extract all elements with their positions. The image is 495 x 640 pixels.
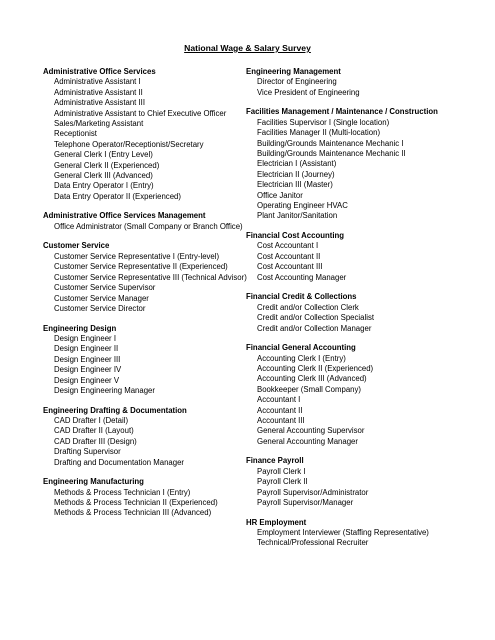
job-title-item: General Accounting Manager [257, 436, 358, 446]
job-title-item: Electrician III (Master) [257, 180, 333, 190]
job-title-item: Director of Engineering [257, 77, 337, 87]
section-financial-cost-accounting [246, 231, 456, 283]
section-administrative-office-services-management [43, 211, 248, 232]
job-title-item: Design Engineer III [54, 354, 121, 364]
job-title-item: Bookkeeper (Small Company) [257, 384, 362, 394]
job-title-item: Office Janitor [257, 190, 303, 200]
job-title-item: Design Engineer IV [54, 365, 122, 375]
section-facilities-management-maintenance-construction [246, 107, 456, 221]
section-heading: Financial General Accounting [246, 343, 356, 353]
job-title-item: Accountant III [257, 415, 305, 425]
job-title-item: Accountant I [257, 395, 301, 405]
job-title-item: CAD Drafter I (Detail) [54, 415, 129, 425]
job-title-item: Electrician I (Assistant) [257, 159, 337, 169]
job-title-item: Methods & Process Technician III (Advanced) [54, 508, 212, 518]
section-financial-credit-and-collections [246, 292, 456, 334]
right-column [246, 67, 456, 558]
section-engineering-drafting-and-documentation [43, 406, 248, 468]
job-title-item: Data Entry Operator I (Entry) [54, 181, 154, 191]
job-title-item: Administrative Assistant II [54, 87, 143, 97]
job-title-item: Data Entry Operator II (Experienced) [54, 191, 181, 201]
job-title-item: Facilities Manager II (Multi-location) [257, 128, 381, 138]
job-title-item: CAD Drafter III (Design) [54, 436, 137, 446]
section-heading: Engineering Drafting & Documentation [43, 405, 187, 415]
job-title-item: Office Administrator (Small Company or Branch Office) [54, 221, 243, 231]
document-title: National Wage & Salary Survey [184, 43, 311, 53]
job-title-item: Methods & Process Technician II (Experienced) [54, 497, 218, 507]
section-heading: Administrative Office Services [43, 67, 156, 76]
job-title-item: Drafting and Documentation Manager [54, 457, 185, 467]
section-heading: Finance Payroll [246, 456, 304, 466]
job-title-item: Drafting Supervisor [54, 447, 121, 457]
job-title-item: Cost Accountant III [257, 262, 323, 272]
job-title-item: Payroll Supervisor/Administrator [257, 487, 369, 497]
job-title-item: General Accounting Supervisor [257, 426, 365, 436]
job-title-item: CAD Drafter II (Layout) [54, 426, 134, 436]
left-column [43, 67, 248, 528]
section-engineering-design [43, 324, 248, 397]
job-title-item: General Clerk I (Entry Level) [54, 150, 153, 160]
job-title-item: Electrician II (Journey) [257, 169, 335, 179]
section-heading: Engineering Design [43, 323, 117, 333]
job-title-item: Payroll Supervisor/Manager [257, 497, 354, 507]
job-title-item: Design Engineer I [54, 333, 116, 343]
job-title-item: Administrative Assistant to Chief Executive Officer [54, 108, 227, 118]
job-title-item: Credit and/or Collection Specialist [257, 313, 375, 323]
job-title-item: Plant Janitor/Sanitation [257, 211, 338, 221]
job-title-item: Accountant II [257, 405, 303, 415]
job-title-item: Customer Service Representative III (Technical Advisor) [54, 272, 247, 282]
section-heading: HR Employment [246, 517, 307, 527]
section-engineering-manufacturing [43, 477, 248, 519]
section-heading: Financial Credit & Collections [246, 292, 357, 302]
job-title-item: Accounting Clerk I (Entry) [257, 353, 346, 363]
job-title-item: Administrative Assistant III [54, 98, 145, 108]
job-title-item: Cost Accountant II [257, 251, 321, 261]
job-title-item: Accounting Clerk III (Advanced) [257, 374, 367, 384]
job-title-item: Technical/Professional Recruiter [257, 538, 369, 548]
job-title-item: General Clerk III (Advanced) [54, 171, 153, 181]
section-heading: Financial Cost Accounting [246, 231, 345, 241]
job-title-item: Vice President of Engineering [257, 87, 360, 97]
job-title-item: Building/Grounds Maintenance Mechanic II [257, 149, 406, 159]
job-title-item: Employment Interviewer (Staffing Representative) [257, 527, 429, 537]
job-title-item: Credit and/or Collection Clerk [257, 302, 359, 312]
job-title-item: Telephone Operator/Receptionist/Secretary [54, 139, 204, 149]
job-title-item: Payroll Clerk II [257, 477, 308, 487]
job-title-item: Design Engineering Manager [54, 385, 155, 395]
job-title-item: Methods & Process Technician I (Entry) [54, 487, 191, 497]
job-title-item: Receptionist [54, 129, 97, 139]
section-heading: Administrative Office Services Management [43, 211, 206, 221]
job-title-item: Facilities Supervisor I (Single location) [257, 117, 390, 127]
job-title-item: Customer Service Director [54, 303, 146, 313]
job-title-item: Accounting Clerk II (Experienced) [257, 363, 374, 373]
section-heading: Facilities Management / Maintenance / Construction [246, 107, 438, 117]
section-engineering-management [246, 67, 456, 98]
job-title-item: Operating Engineer HVAC [257, 201, 348, 211]
job-title-item: Payroll Clerk I [257, 466, 306, 476]
job-title-item: Cost Accountant I [257, 241, 319, 251]
section-heading: Customer Service [43, 241, 110, 251]
job-title-item: Credit and/or Collection Manager [257, 323, 372, 333]
section-finance-payroll [246, 456, 456, 508]
section-hr-employment [246, 518, 456, 549]
job-title-item: General Clerk II (Experienced) [54, 160, 160, 170]
section-customer-service [43, 241, 248, 314]
section-heading: Engineering Manufacturing [43, 477, 144, 487]
section-financial-general-accounting [246, 343, 456, 447]
job-title-item: Sales/Marketing Assistant [54, 119, 144, 129]
section-heading: Engineering Management [246, 67, 341, 76]
job-title-item: Design Engineer II [54, 344, 119, 354]
job-title-item: Customer Service Supervisor [54, 283, 156, 293]
job-title-item: Building/Grounds Maintenance Mechanic I [257, 138, 404, 148]
job-title-item: Administrative Assistant I [54, 77, 141, 87]
job-title-item: Cost Accounting Manager [257, 272, 347, 282]
job-title-item: Customer Service Representative I (Entry-level) [54, 251, 220, 261]
job-title-item: Design Engineer V [54, 375, 120, 385]
section-administrative-office-services [43, 67, 248, 202]
job-title-item: Customer Service Manager [54, 293, 149, 303]
job-title-item: Customer Service Representative II (Experienced) [54, 262, 228, 272]
